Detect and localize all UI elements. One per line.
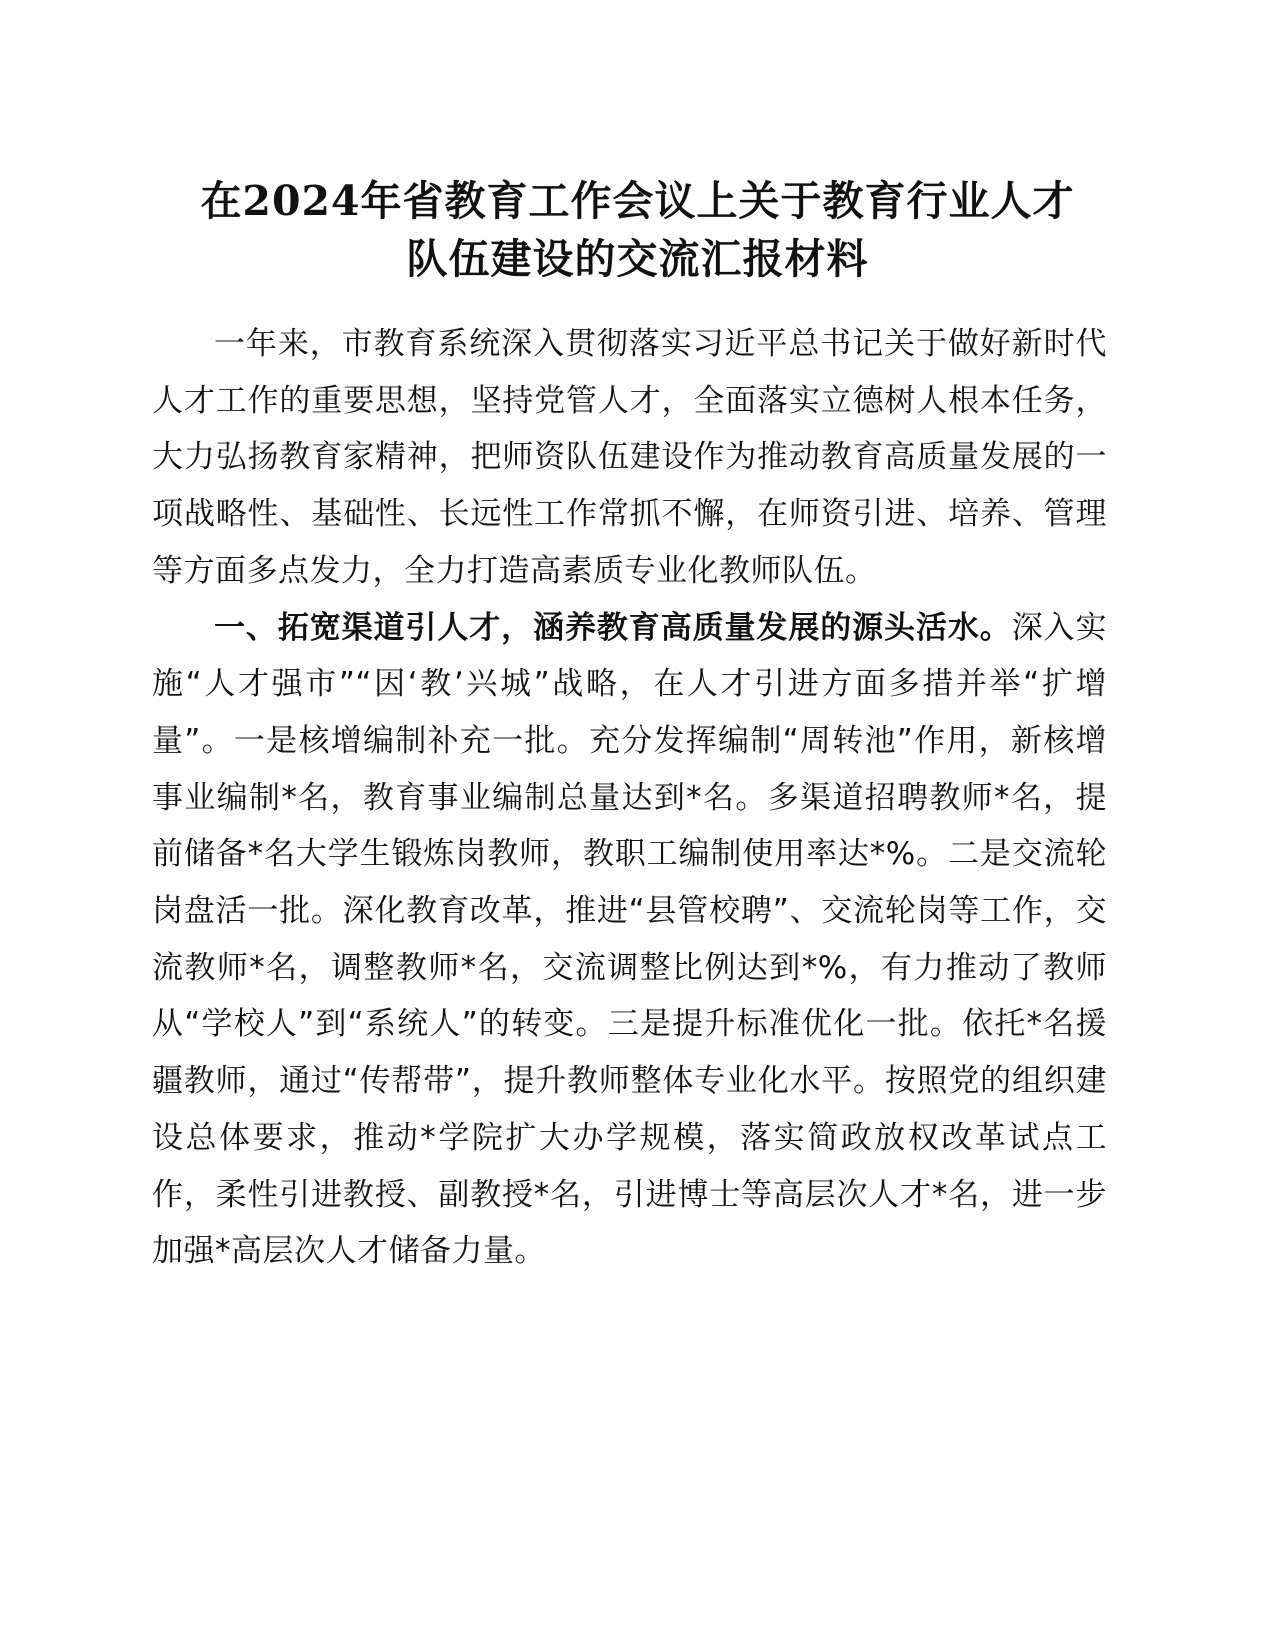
title-line-1: 在2024年省教育工作会议上关于教育行业人才 [200,177,1075,225]
document-title [140,172,1135,288]
section-1-body: 深入实施“人才强市”“因‘教’兴城”战略，在人才引进方面多措并举“扩增量”。一是核增编制补充一批。充分发挥编制“周转池”作用，新核增事业编制*名，教育事业编制总量达到*名。多渠道招聘教师*名，提前储备*名大学生锻炼岗教师，教职工编制使用率达*%。二是交流轮岗盘活一批。深化教育改革，推进“县管校聘”、交流轮岗等工作，交流教师*名，调整教师*名，交流调整比例达到*%，有力推动了教师从“学校人”到“系统人”的转变。三是提升标准优化一批。依托*名援疆教师，通过“传帮带”，提升教师整体专业化水平。按照党的组织建设总体要求，推动*学院扩大办学规模，落实简政放权改革试点工作，柔性引进教授、副教授*名，引进博士等高层次人才*名，进一步加强*高层次人才储备力量。 [152,609,1108,1270]
intro-paragraph: 一年来，市教育系统深入贯彻落实习近平总书记关于做好新时代人才工作的重要思想，坚持党管人才，全面落实立德树人根本任务，大力弘扬教育家精神，把师资队伍建设作为推动教育高质量发展的一项战略性、基础性、长远性工作常抓不懈，在师资引进、培养、管理等方面多点发力，全力打造高素质专业化教师队伍。 [152,326,1107,589]
document-body [152,316,1107,1280]
section-1-heading: 一、拓宽渠道引人才，涵养教育高质量发展的源头活水。 [214,609,1012,646]
title-line-2: 队伍建设的交流汇报材料 [406,235,869,283]
section-1-paragraph [152,600,1107,1280]
